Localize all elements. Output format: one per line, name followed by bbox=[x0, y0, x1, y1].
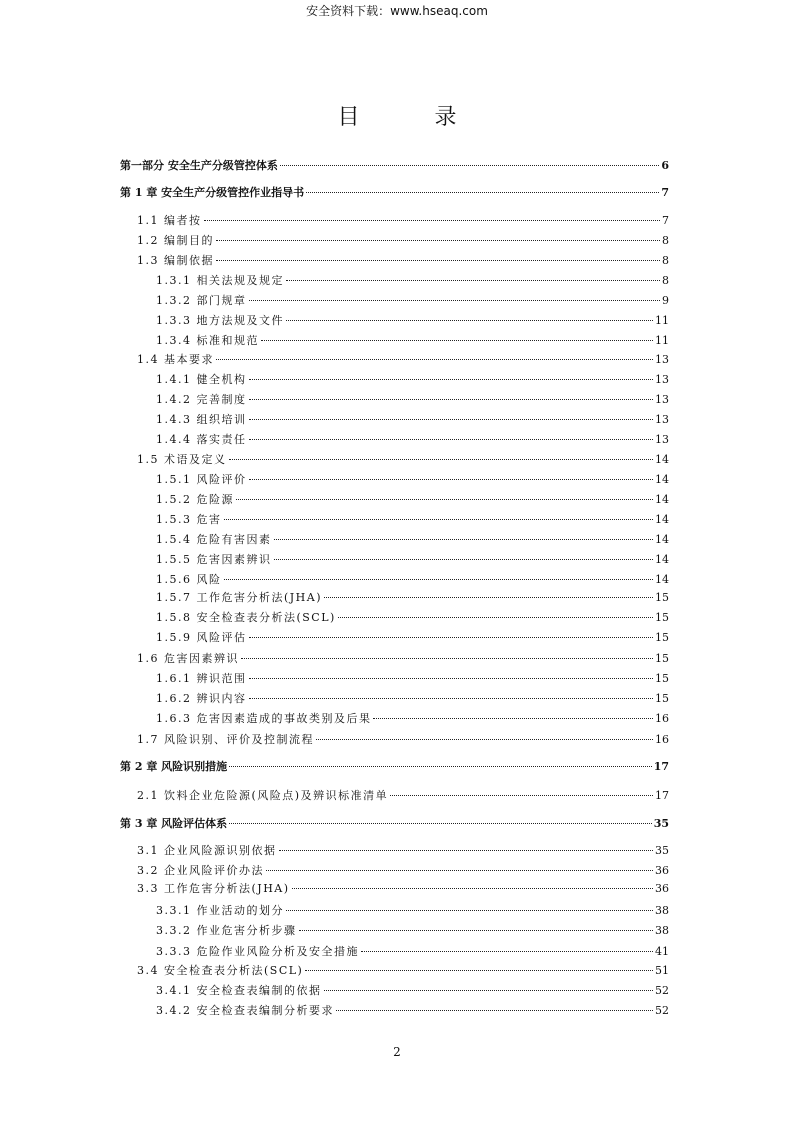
toc-entry-label: 3.3.2 作业危害分析步骤 bbox=[156, 924, 297, 937]
toc-entry-label: 3.4.1 安全检查表编制的依据 bbox=[156, 984, 322, 997]
toc-entry-page: 9 bbox=[662, 294, 669, 307]
dot-leader bbox=[286, 909, 653, 911]
toc-entry-label: 1.1 编者按 bbox=[137, 214, 202, 227]
toc-entry-label: 3.4.2 安全检查表编制分析要求 bbox=[156, 1004, 334, 1017]
toc-entry[interactable] bbox=[156, 333, 669, 349]
toc-entry-label: 3.3.1 作业活动的划分 bbox=[156, 904, 284, 917]
toc-entry[interactable] bbox=[137, 253, 669, 269]
toc-entry-label: 3.3.3 危险作业风险分析及安全措施 bbox=[156, 945, 359, 958]
toc-entry-label: 1.3.4 标准和规范 bbox=[156, 334, 259, 347]
toc-entry-page: 15 bbox=[655, 652, 669, 665]
toc-entry-page: 16 bbox=[655, 712, 669, 725]
toc-entry-page: 15 bbox=[655, 591, 669, 604]
page-header: 安全资料下载：www.hseaq.com bbox=[306, 4, 488, 18]
toc-entry[interactable] bbox=[120, 759, 669, 775]
toc-entry[interactable] bbox=[156, 572, 669, 588]
toc-entry-page: 13 bbox=[655, 433, 669, 446]
toc-entry[interactable] bbox=[156, 691, 669, 707]
toc-entry-label: 1.6.2 辨识内容 bbox=[156, 692, 247, 705]
toc-entry-page: 14 bbox=[655, 513, 669, 526]
toc-entry-page: 7 bbox=[662, 214, 669, 227]
toc-entry[interactable] bbox=[137, 863, 669, 879]
toc-entry-label: 第一部分 安全生产分级管控体系 bbox=[120, 159, 278, 172]
dot-leader bbox=[229, 765, 652, 767]
dot-leader bbox=[261, 339, 653, 341]
toc-entry[interactable] bbox=[156, 903, 669, 919]
dot-leader bbox=[236, 498, 653, 500]
toc-entry[interactable] bbox=[156, 711, 669, 727]
toc-entry-page: 14 bbox=[655, 493, 669, 506]
toc-entry[interactable] bbox=[156, 552, 669, 568]
toc-entry-label: 1.4.2 完善制度 bbox=[156, 393, 247, 406]
toc-entry-page: 8 bbox=[662, 254, 669, 267]
toc-entry-page: 8 bbox=[662, 274, 669, 287]
dot-leader bbox=[338, 616, 653, 618]
toc-entry-page: 14 bbox=[655, 553, 669, 566]
toc-entry-page: 15 bbox=[655, 631, 669, 644]
toc-entry[interactable] bbox=[156, 293, 669, 309]
toc-entry-label: 3.4 安全检查表分析法(SCL) bbox=[137, 964, 304, 977]
toc-entry-label: 1.3.1 相关法规及规定 bbox=[156, 274, 284, 287]
toc-entry-page: 38 bbox=[655, 904, 669, 917]
toc-entry[interactable] bbox=[137, 213, 669, 229]
toc-entry[interactable] bbox=[156, 472, 669, 488]
toc-entry-page: 36 bbox=[655, 882, 669, 895]
toc-entry-label: 1.4.1 健全机构 bbox=[156, 373, 247, 386]
toc-entry[interactable] bbox=[137, 651, 669, 667]
toc-entry-page: 13 bbox=[655, 413, 669, 426]
dot-leader bbox=[336, 1009, 653, 1011]
dot-leader bbox=[229, 458, 654, 460]
dot-leader bbox=[274, 558, 654, 560]
toc-entry-page: 14 bbox=[655, 453, 669, 466]
dot-leader bbox=[224, 518, 654, 520]
toc-entry-label: 第 1 章 安全生产分级管控作业指导书 bbox=[120, 186, 305, 199]
dot-leader bbox=[373, 717, 653, 719]
dot-leader bbox=[204, 219, 661, 221]
toc-entry[interactable] bbox=[156, 432, 669, 448]
dot-leader bbox=[249, 299, 661, 301]
dot-leader bbox=[390, 794, 653, 796]
toc-entry[interactable] bbox=[137, 233, 669, 249]
toc-entry[interactable] bbox=[120, 816, 669, 832]
toc-entry-page: 13 bbox=[655, 393, 669, 406]
dot-leader bbox=[266, 869, 653, 871]
toc-entry[interactable] bbox=[137, 788, 669, 804]
dot-leader bbox=[224, 578, 654, 580]
toc-entry-label: 1.5.7 工作危害分析法(JHA) bbox=[156, 591, 323, 604]
toc-entry-label: 1.3.2 部门规章 bbox=[156, 294, 247, 307]
toc-entry-page: 14 bbox=[655, 473, 669, 486]
toc-entry[interactable] bbox=[156, 983, 669, 999]
toc-entry[interactable] bbox=[156, 630, 669, 646]
toc-entry-label: 1.5.3 危害 bbox=[156, 513, 222, 526]
dot-leader bbox=[316, 738, 653, 740]
dot-leader bbox=[292, 887, 653, 889]
toc-entry-label: 1.5.1 风险评价 bbox=[156, 473, 247, 486]
toc-entry-page: 13 bbox=[655, 373, 669, 386]
dot-leader bbox=[299, 929, 654, 931]
toc-entry[interactable] bbox=[156, 532, 669, 548]
toc-entry-label: 1.5.8 安全检查表分析法(SCL) bbox=[156, 611, 336, 624]
dot-leader bbox=[249, 677, 654, 679]
toc-entry-page: 35 bbox=[655, 844, 669, 857]
page-number: 2 bbox=[393, 1045, 401, 1059]
toc-entry-label: 1.6.3 危害因素造成的事故类别及后果 bbox=[156, 712, 372, 725]
toc-entry-label: 1.4.3 组织培训 bbox=[156, 413, 247, 426]
toc-entry[interactable] bbox=[156, 372, 669, 388]
dot-leader bbox=[241, 657, 653, 659]
toc-entry[interactable] bbox=[156, 412, 669, 428]
toc-entry-label: 1.6 危害因素辨识 bbox=[137, 652, 239, 665]
page-title: 目 录 bbox=[337, 105, 491, 130]
toc-entry-label: 3.2 企业风险评价办法 bbox=[137, 864, 264, 877]
toc-entry-page: 15 bbox=[655, 692, 669, 705]
toc-entry-label: 2.1 饮料企业危险源(风险点)及辨识标准清单 bbox=[137, 789, 389, 802]
toc-entry-page: 15 bbox=[655, 611, 669, 624]
dot-leader bbox=[216, 239, 660, 241]
toc-entry[interactable] bbox=[120, 185, 669, 201]
toc-entry-label: 1.6.1 辨识范围 bbox=[156, 672, 247, 685]
toc-entry-label: 1.4 基本要求 bbox=[137, 353, 214, 366]
dot-leader bbox=[361, 950, 653, 952]
toc-entry-label: 1.3 编制依据 bbox=[137, 254, 214, 267]
toc-entry-page: 7 bbox=[661, 186, 669, 199]
toc-entry[interactable] bbox=[156, 273, 669, 289]
dot-leader bbox=[249, 398, 654, 400]
toc-entry[interactable] bbox=[156, 590, 669, 606]
toc-entry-label: 第 2 章 风险识别措施 bbox=[120, 760, 228, 773]
dot-leader bbox=[286, 319, 653, 321]
toc-entry-page: 17 bbox=[655, 789, 669, 802]
toc-entry-label: 1.5.2 危险源 bbox=[156, 493, 234, 506]
toc-entry[interactable] bbox=[120, 158, 669, 174]
toc-entry-page: 51 bbox=[655, 964, 669, 977]
toc-entry-label: 1.5.6 风险 bbox=[156, 573, 222, 586]
dot-leader bbox=[216, 358, 653, 360]
toc-entry-page: 17 bbox=[653, 760, 669, 773]
dot-leader bbox=[306, 191, 659, 193]
toc-entry-page: 11 bbox=[655, 314, 669, 327]
toc-entry[interactable] bbox=[137, 352, 669, 368]
toc-entry-page: 35 bbox=[653, 817, 669, 830]
toc-entry-label: 3.3 工作危害分析法(JHA) bbox=[137, 882, 290, 895]
dot-leader bbox=[274, 538, 654, 540]
dot-leader bbox=[249, 697, 654, 699]
toc-entry-label: 第 3 章 风险评估体系 bbox=[120, 817, 228, 830]
toc-entry[interactable] bbox=[156, 923, 669, 939]
toc-entry-label: 1.5.4 危险有害因素 bbox=[156, 533, 272, 546]
toc-entry-label: 1.4.4 落实责任 bbox=[156, 433, 247, 446]
toc-entry[interactable] bbox=[156, 492, 669, 508]
dot-leader bbox=[279, 849, 654, 851]
toc-entry[interactable] bbox=[137, 843, 669, 859]
toc-entry-page: 16 bbox=[655, 733, 669, 746]
toc-entry[interactable] bbox=[156, 392, 669, 408]
dot-leader bbox=[286, 279, 660, 281]
dot-leader bbox=[249, 478, 654, 480]
toc-entry[interactable] bbox=[137, 881, 669, 897]
dot-leader bbox=[249, 378, 654, 380]
toc-entry[interactable] bbox=[156, 1003, 669, 1019]
toc-entry-label: 1.7 风险识别、评价及控制流程 bbox=[137, 733, 314, 746]
toc-entry[interactable] bbox=[137, 963, 669, 979]
toc-entry-label: 1.2 编制目的 bbox=[137, 234, 214, 247]
toc-entry-page: 52 bbox=[655, 984, 669, 997]
toc-entry-page: 14 bbox=[655, 573, 669, 586]
toc-entry-label: 1.5.5 危害因素辨识 bbox=[156, 553, 272, 566]
toc-entry-label: 3.1 企业风险源识别依据 bbox=[137, 844, 277, 857]
toc-entry-page: 36 bbox=[655, 864, 669, 877]
toc-entry-page: 13 bbox=[655, 353, 669, 366]
toc-entry-page: 11 bbox=[655, 334, 669, 347]
toc-entry[interactable] bbox=[156, 313, 669, 329]
dot-leader bbox=[324, 989, 654, 991]
toc-entry-page: 41 bbox=[655, 945, 669, 958]
dot-leader bbox=[249, 636, 654, 638]
toc-entry-page: 8 bbox=[662, 234, 669, 247]
toc-entry[interactable] bbox=[137, 732, 669, 748]
toc-entry[interactable] bbox=[156, 944, 669, 960]
toc-entry-page: 15 bbox=[655, 672, 669, 685]
dot-leader bbox=[216, 259, 660, 261]
toc-entry-label: 1.5 术语及定义 bbox=[137, 453, 227, 466]
dot-leader bbox=[249, 418, 654, 420]
toc-entry[interactable] bbox=[156, 512, 669, 528]
toc-entry-label: 1.5.9 风险评估 bbox=[156, 631, 247, 644]
dot-leader bbox=[305, 969, 653, 971]
dot-leader bbox=[229, 822, 652, 824]
toc-entry-page: 38 bbox=[655, 924, 669, 937]
dot-leader bbox=[249, 438, 654, 440]
toc-entry[interactable] bbox=[156, 671, 669, 687]
dot-leader bbox=[280, 164, 660, 166]
toc-entry[interactable] bbox=[137, 452, 669, 468]
toc-entry-label: 1.3.3 地方法规及文件 bbox=[156, 314, 284, 327]
toc-entry-page: 52 bbox=[655, 1004, 669, 1017]
toc-entry-page: 6 bbox=[661, 159, 669, 172]
dot-leader bbox=[324, 596, 653, 598]
toc-entry-page: 14 bbox=[655, 533, 669, 546]
toc-entry[interactable] bbox=[156, 610, 669, 626]
